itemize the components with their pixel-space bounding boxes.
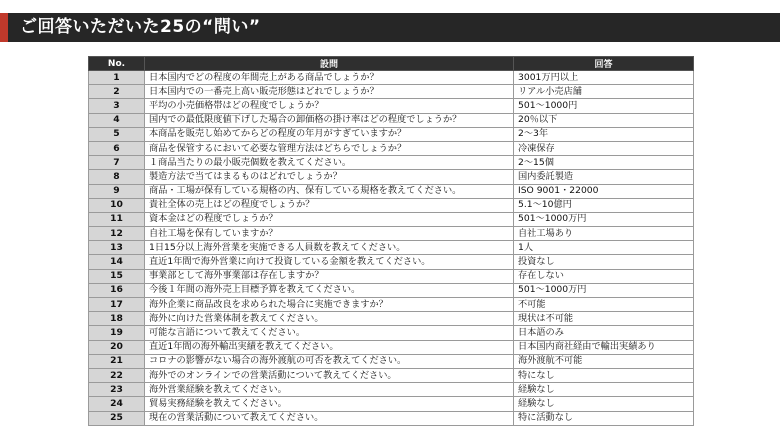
question-cell: 国内での最低限度値下げした場合の卸価格の掛け率はどの程度でしょうか？ [145,113,514,127]
answer-cell: 投資なし [514,255,694,269]
answer-cell: 日本国内商社経由で輸出実績あり [514,340,694,354]
column-header-question: 設問 [145,57,514,71]
answer-cell: 冷凍保存 [514,141,694,155]
table-row [89,99,694,113]
row-number-cell: 1 [89,71,145,85]
row-number-cell: 4 [89,113,145,127]
question-cell: 日本国内での一番売上高い販売形態はどれでしょうか？ [145,85,514,99]
row-number-cell: 14 [89,255,145,269]
table-row [89,397,694,411]
row-number-cell: 18 [89,312,145,326]
answer-cell: 国内委託製造 [514,170,694,184]
column-header-answer: 回答 [514,57,694,71]
question-cell: 商品を保管するにおいて必要な管理方法はどちらでしょうか？ [145,141,514,155]
question-cell: 平均の小売価格帯はどの程度でしょうか？ [145,99,514,113]
question-cell: 貿易実務経験を教えてください。 [145,397,514,411]
answer-cell: 存在しない [514,269,694,283]
row-number-cell: 11 [89,212,145,226]
table-row [89,326,694,340]
table-row [89,141,694,155]
table-row [89,298,694,312]
row-number-cell: 13 [89,241,145,255]
row-number-cell: 8 [89,170,145,184]
answer-cell: 501～1000万円 [514,212,694,226]
row-number-cell: 19 [89,326,145,340]
answer-cell: 自社工場あり [514,227,694,241]
row-number-cell: 20 [89,340,145,354]
row-number-cell: 17 [89,298,145,312]
table-row [89,312,694,326]
row-number-cell: 16 [89,283,145,297]
row-number-cell: 24 [89,397,145,411]
question-cell: 本商品を販売し始めてからどの程度の年月がすぎていますか？ [145,127,514,141]
row-number-cell: 6 [89,141,145,155]
question-cell: 事業部として海外事業部は存在しますか？ [145,269,514,283]
row-number-cell: 3 [89,99,145,113]
table-row [89,411,694,425]
answer-cell: 現状は不可能 [514,312,694,326]
question-cell: 直近1年間の海外輸出実績を教えてください。 [145,340,514,354]
table-row [89,354,694,368]
table-row [89,283,694,297]
answer-cell: 501～1000円 [514,99,694,113]
row-number-cell: 15 [89,269,145,283]
answer-cell: 5.1～10億円 [514,198,694,212]
table-row [89,212,694,226]
answer-cell: 海外渡航不可能 [514,354,694,368]
table-header-row [89,57,694,71]
answer-cell: 特に活動なし [514,411,694,425]
question-cell: 日本国内でどの程度の年間売上がある商品でしょうか？ [145,71,514,85]
answer-cell: 2～15個 [514,156,694,170]
question-cell: １商品当たりの最小販売個数を教えてください。 [145,156,514,170]
answer-cell: 経験なし [514,397,694,411]
table-row [89,383,694,397]
answer-cell: リアル小売店舗 [514,85,694,99]
question-cell: 自社工場を保有していますか？ [145,227,514,241]
row-number-cell: 10 [89,198,145,212]
answer-cell: 1人 [514,241,694,255]
table-row [89,198,694,212]
row-number-cell: 7 [89,156,145,170]
question-cell: 現在の営業活動について教えてください。 [145,411,514,425]
answer-cell: ISO 9001・22000 [514,184,694,198]
question-cell: 海外に向けた営業体制を教えてください。 [145,312,514,326]
table-row [89,255,694,269]
question-cell: 製造方法で当てはまるものはどれでしょうか？ [145,170,514,184]
row-number-cell: 5 [89,127,145,141]
answer-cell: 501～1000万円 [514,283,694,297]
table-row [89,269,694,283]
answer-cell: 3001万円以上 [514,71,694,85]
question-cell: 海外営業経験を教えてください。 [145,383,514,397]
row-number-cell: 21 [89,354,145,368]
table-row [89,368,694,382]
question-cell: 資本金はどの程度でしょうか？ [145,212,514,226]
row-number-cell: 12 [89,227,145,241]
row-number-cell: 22 [89,368,145,382]
question-cell: 海外企業に商品改良を求められた場合に実施できますか？ [145,298,514,312]
question-cell: コロナの影響がない場合の海外渡航の可否を教えてください。 [145,354,514,368]
table-row [89,113,694,127]
table-row [89,227,694,241]
header-bar [0,13,780,42]
table-row [89,241,694,255]
row-number-cell: 9 [89,184,145,198]
table-row [89,170,694,184]
answer-cell: 日本語のみ [514,326,694,340]
answer-cell: 20％以下 [514,113,694,127]
row-number-cell: 23 [89,383,145,397]
answer-cell: 不可能 [514,298,694,312]
header-accent-stripe [0,13,8,42]
page-title: ご回答いただいた25の“問い” [20,17,261,37]
table-row [89,340,694,354]
table-row [89,127,694,141]
question-cell: 1日15分以上海外営業を実施できる人員数を教えてください。 [145,241,514,255]
question-cell: 可能な言語について教えてください。 [145,326,514,340]
column-header-no: No. [89,57,145,71]
answer-cell: 2～3年 [514,127,694,141]
question-cell: 貴社全体の売上はどの程度でしょうか？ [145,198,514,212]
table-row [89,71,694,85]
row-number-cell: 2 [89,85,145,99]
table-row [89,156,694,170]
row-number-cell: 25 [89,411,145,425]
question-cell: 今後１年間の海外売上目標予算を教えてください。 [145,283,514,297]
question-cell: 直近1年間で海外営業に向けて投資している金額を教えてください。 [145,255,514,269]
questions-table [88,56,694,426]
table-row [89,85,694,99]
question-cell: 商品・工場が保有している規格の内、保有している規格を教えてください。 [145,184,514,198]
question-cell: 海外でのオンラインでの営業活動について教えてください。 [145,368,514,382]
table-body [89,71,694,426]
answer-cell: 特になし [514,368,694,382]
answer-cell: 経験なし [514,383,694,397]
table-row [89,184,694,198]
